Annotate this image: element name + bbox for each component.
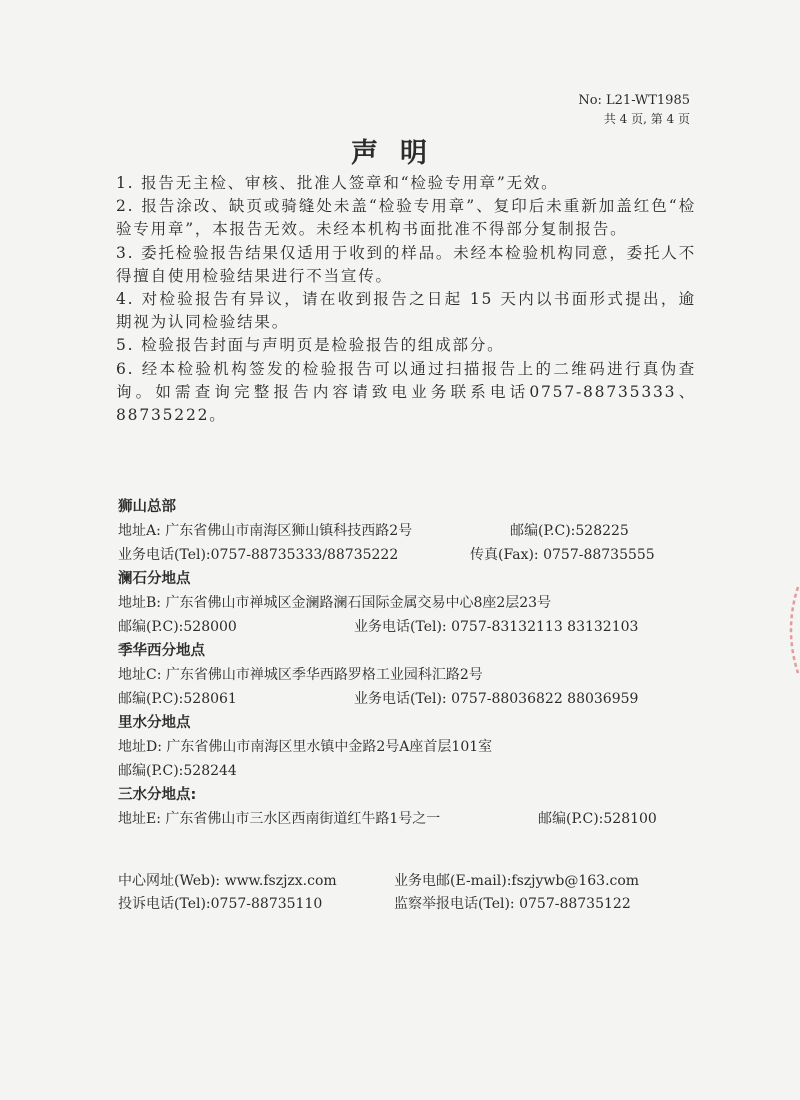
site-row [118, 687, 718, 711]
site-address: 地址E: 广东省佛山市三水区西南街道红牛路1号之一 [118, 811, 441, 827]
term-item: 3. 委托检验报告结果仅适用于收到的样品。未经本检验机构同意，委托人不得擅自使用检验结果进行不当宣传。 [116, 243, 696, 285]
site-address: 地址B: 广东省佛山市禅城区金澜路澜石国际金属交易中心8座2层23号 [118, 595, 552, 611]
email-link[interactable]: 业务电邮(E-mail):fszjywb@163.com [394, 873, 640, 889]
site-postcode: 邮编(P.C):528225 [510, 523, 629, 539]
page-title: 声明 [351, 138, 449, 169]
term-item: 2. 报告涂改、缺页或骑缝处未盖“检验专用章”、复印后未重新加盖红色“检验专用章”，本报告无效。未经本机构书面批准不得部分复制报告。 [116, 197, 696, 239]
site-postcode: 邮编(P.C):528244 [118, 763, 237, 779]
site-lishui [118, 711, 718, 783]
site-row [118, 735, 718, 759]
site-address: 地址C: 广东省佛山市禅城区季华西路罗格工业园科汇路2号 [118, 667, 483, 683]
site-lanshi [118, 567, 718, 639]
terms-list [116, 172, 696, 427]
site-shishan-hq [118, 495, 718, 567]
site-row [118, 591, 718, 615]
site-phone: 业务电话(Tel):0757-88735333/88735222 [118, 547, 399, 563]
site-name: 澜石分地点 [118, 571, 191, 587]
red-seal-edge [778, 585, 800, 675]
supervision-phone: 监察举报电话(Tel): 0757-88735122 [394, 896, 631, 912]
site-postcode: 邮编(P.C):528000 [118, 619, 237, 635]
site-row [118, 663, 718, 687]
page-info: 共 4 页, 第 4 页 [603, 112, 690, 126]
report-number: No: L21-WT1985 [578, 93, 690, 108]
site-name: 里水分地点 [118, 715, 191, 731]
site-name: 三水分地点: [118, 787, 197, 803]
contact-footer [118, 870, 718, 916]
site-row [118, 519, 718, 543]
site-row [118, 615, 718, 639]
site-row [118, 807, 718, 831]
term-item: 6. 经本检验机构签发的检验报告可以通过扫描报告上的二维码进行真伪查询。如需查询完整报告内容请致电业务联系电话0757-88735333、88735222。 [116, 359, 696, 425]
site-row [118, 759, 718, 783]
site-address: 地址A: 广东省佛山市南海区狮山镇科技西路2号 [118, 523, 413, 539]
site-name: 季华西分地点 [118, 643, 205, 659]
website-link[interactable]: 中心网址(Web): www.fszjzx.com [118, 873, 337, 889]
site-phone: 业务电话(Tel): 0757-83132113 83132103 [354, 619, 639, 635]
site-list [118, 495, 718, 831]
site-jihuaxi [118, 639, 718, 711]
report-header [578, 92, 690, 128]
site-postcode: 邮编(P.C):528100 [538, 811, 657, 827]
site-postcode: 邮编(P.C):528061 [118, 691, 237, 707]
site-address: 地址D: 广东省佛山市南海区里水镇中金路2号A座首层101室 [118, 739, 493, 755]
site-phone: 业务电话(Tel): 0757-88036822 88036959 [354, 691, 639, 707]
footer-row [118, 870, 718, 893]
site-row [118, 543, 718, 567]
site-sanshui [118, 783, 718, 831]
complaint-phone: 投诉电话(Tel):0757-88735110 [118, 896, 323, 912]
site-name: 狮山总部 [118, 499, 176, 515]
site-fax: 传真(Fax): 0757-88735555 [470, 547, 655, 563]
term-item: 4. 对检验报告有异议，请在收到报告之日起 15 天内以书面形式提出，逾期视为认同检验结果。 [116, 290, 696, 332]
term-item: 1. 报告无主检、审核、批准人签章和“检验专用章”无效。 [116, 174, 559, 192]
term-item: 5. 检验报告封面与声明页是检验报告的组成部分。 [116, 336, 505, 355]
footer-row [118, 893, 718, 916]
